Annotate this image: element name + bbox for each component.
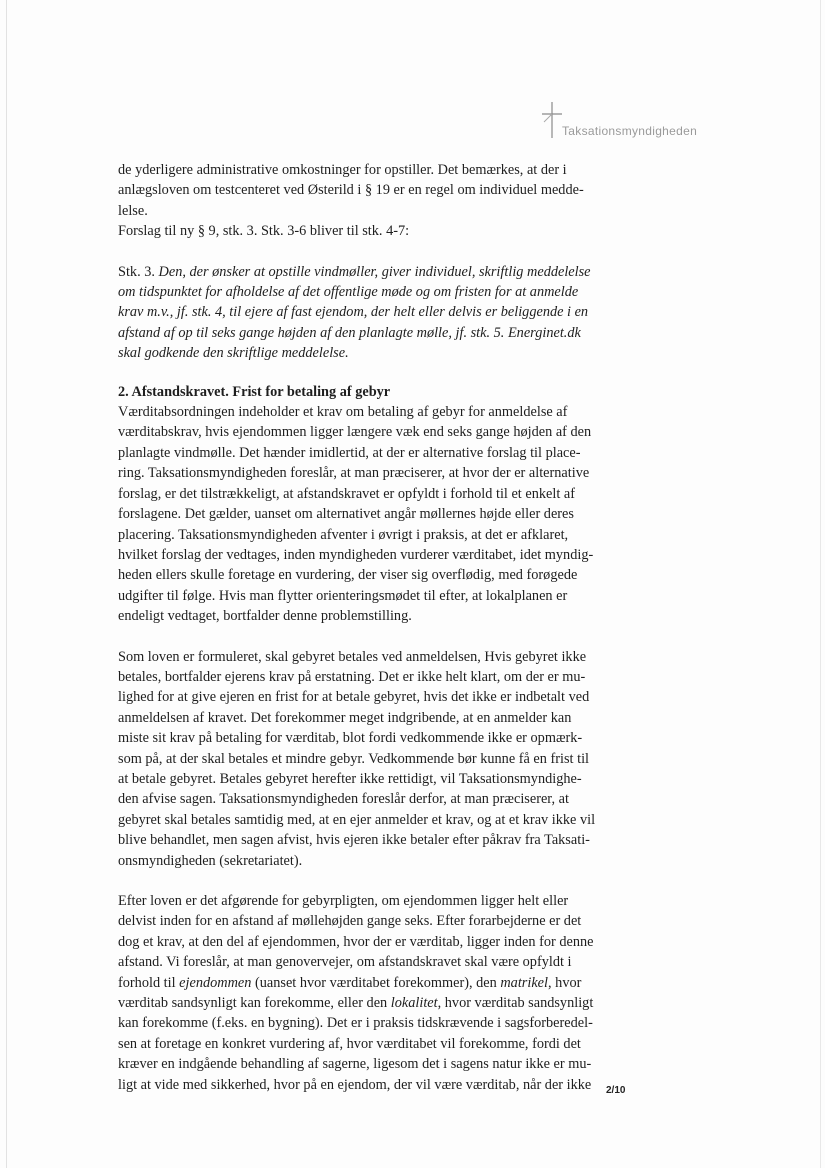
text-run: (uanset hvor værditabet forekommer), den bbox=[251, 974, 501, 991]
text-line: betales, bortfalder ejerens krav på erstatning. Det er ikke helt klart, om der er mu- bbox=[118, 668, 586, 685]
text-line: Værditabsordningen indeholder et krav om betaling af gebyr for anmeldelse af bbox=[118, 404, 568, 421]
text-line: onsmyndigheden (sekretariatet). bbox=[118, 852, 303, 869]
text-line: miste sit krav på betaling for værditab, blot fordi vedkommende ikke er opmærk- bbox=[118, 730, 583, 747]
text-line: afstand. Vi foreslår, at man genovervejer, om afstandskravet skal være opfyldt i bbox=[118, 954, 572, 971]
text-line: Som loven er formuleret, skal gebyret betales ved anmeldelsen, Hvis gebyret ikke bbox=[118, 648, 587, 665]
text-line: at betale gebyret. Betales gebyret herefter ikke rettidigt, vil Taksationsmyndighe- bbox=[118, 770, 582, 787]
paragraph-gebyrpligt bbox=[118, 891, 596, 1095]
text-line: forslagene. Det gælder, uanset om alternativet angår møllernes højde eller deres bbox=[118, 506, 574, 523]
text-run: forhold til bbox=[118, 974, 180, 991]
text-line: lighed for at give ejeren en frist for at betale gebyret, hvis det ikke er indbetalt ved bbox=[118, 689, 590, 706]
text-run-italic: ejendommen bbox=[179, 974, 252, 991]
logo-text: Taksationsmyndigheden bbox=[562, 124, 698, 138]
text-line: heden ellers skulle foretage en vurdering, der viser sig overflødig, med forøgede bbox=[118, 567, 578, 584]
text-line: dog et krav, at den del af ejendommen, hvor der er værditab, ligger inden for denne bbox=[118, 933, 594, 950]
text-line: ligt at vide med sikkerhed, hvor på en ejendom, der vil være værditab, når der ikke bbox=[118, 1076, 592, 1093]
text-line: hvilket forslag der vedtages, inden myndigheden vurderer værditabet, idet myndig- bbox=[118, 546, 594, 563]
text-line bbox=[118, 973, 596, 993]
text-line: lelse. bbox=[118, 202, 148, 219]
text-line: ring. Taksationsmyndigheden foreslår, at man præciserer, at hvor der er alternative bbox=[118, 465, 590, 482]
text-line: kræver en indgående behandling af sagerne, ligesom det i sagens natur ikke er mu- bbox=[118, 1056, 592, 1073]
page-number: 2/10 bbox=[606, 1085, 626, 1096]
text-line: endeligt vedtaget, bortfalder denne problemstilling. bbox=[118, 608, 412, 625]
text-line: Efter loven er det afgørende for gebyrpligten, om ejendommen ligger helt eller bbox=[118, 893, 569, 909]
text-line: anlægsloven om testcenteret ved Østerild i § 19 er en regel om individuel medde- bbox=[118, 182, 584, 199]
quote-line: Den, der ønsker at opstille vindmøller, giver individuel, skriftlig meddelelse bbox=[158, 263, 591, 280]
paragraph-gebyr bbox=[118, 647, 596, 871]
paragraph-afstandskrav bbox=[118, 402, 596, 626]
text-run: , hvor værditab sandsynligt bbox=[437, 995, 594, 1012]
text-run-italic: matrikel bbox=[500, 974, 549, 991]
quote-prefix: Stk. 3. bbox=[118, 263, 159, 280]
text-line: sen at foretage en konkret vurdering af, hvor værditabet vil forekomme, fordi det bbox=[118, 1035, 581, 1052]
text-line bbox=[118, 993, 596, 1013]
text-line: som på, at der skal betales et mindre gebyr. Vedkommende bør kunne få en frist til bbox=[118, 750, 590, 767]
quote-line: om tidspunktet for afholdelse af det offentlige møde og om fristen for at anmelde bbox=[118, 284, 579, 301]
text-line: forslag, er det tilstrækkeligt, at afstandskravet er opfyldt i forhold til et enkelt af bbox=[118, 485, 575, 502]
text-line: delvist inden for en afstand af møllehøjden gange seks. Efter forarbejderne er det bbox=[118, 913, 582, 930]
section-heading: 2. Afstandskravet. Frist for betaling af gebyr bbox=[118, 383, 391, 400]
document-body bbox=[118, 160, 596, 1095]
scan-edge-right bbox=[820, 0, 821, 1168]
text-line: de yderligere administrative omkostninger for opstiller. Det bemærkes, at der i bbox=[118, 162, 567, 178]
quote-line: afstand af op til seks gange højden af den planlagte mølle, jf. stk. 5. Energinet.dk bbox=[118, 324, 581, 341]
text-line: planlagte vindmølle. Det hænder imidlertid, at der er alternative forslag til place- bbox=[118, 444, 581, 461]
quote-line: krav m.v., jf. stk. 4, til ejere af fast ejendom, der helt eller delvis er beliggende i en bbox=[118, 304, 589, 321]
text-run: , hvor bbox=[548, 974, 582, 991]
text-line: kan forekomme (f.eks. en bygning). Det er i praksis tidskrævende i sagsforberedel- bbox=[118, 1015, 593, 1032]
text-line: værditabskrav, hvis ejendommen ligger længere væk end seks gange højden af den bbox=[118, 424, 592, 441]
text-line: gebyret skal betales samtidig med, at en ejer anmelder et krav, og at et krav ikke vil bbox=[118, 811, 596, 828]
text-line: placering. Taksationsmyndigheden afventer i øvrigt i praksis, at det er afklaret, bbox=[118, 526, 569, 543]
text-run-italic: lokalitet bbox=[390, 995, 438, 1012]
text-run: værditab sandsynligt kan forekomme, eller den bbox=[118, 995, 391, 1012]
text-line: blive behandlet, men sagen afvist, hvis ejeren ikke betaler efter påkrav fra Taksati- bbox=[118, 832, 590, 849]
text-line: den afvise sagen. Taksationsmyndigheden foreslår derfor, at man præciserer, at bbox=[118, 791, 569, 808]
quote-line: skal godkende den skriftlige meddelelse. bbox=[118, 345, 349, 362]
text-line: Forslag til ny § 9, stk. 3. Stk. 3-6 bliver til stk. 4-7: bbox=[118, 223, 410, 240]
text-line: anmeldelsen af kravet. Det forekommer meget indgribende, at en anmelder kan bbox=[118, 709, 572, 726]
quoted-proposal bbox=[118, 262, 596, 364]
scan-edge-left bbox=[6, 0, 7, 1168]
logo-mark-icon bbox=[540, 100, 564, 140]
text-line: udgifter til følge. Hvis man flytter orienteringsmødet til efter, at lokalplanen er bbox=[118, 587, 568, 604]
